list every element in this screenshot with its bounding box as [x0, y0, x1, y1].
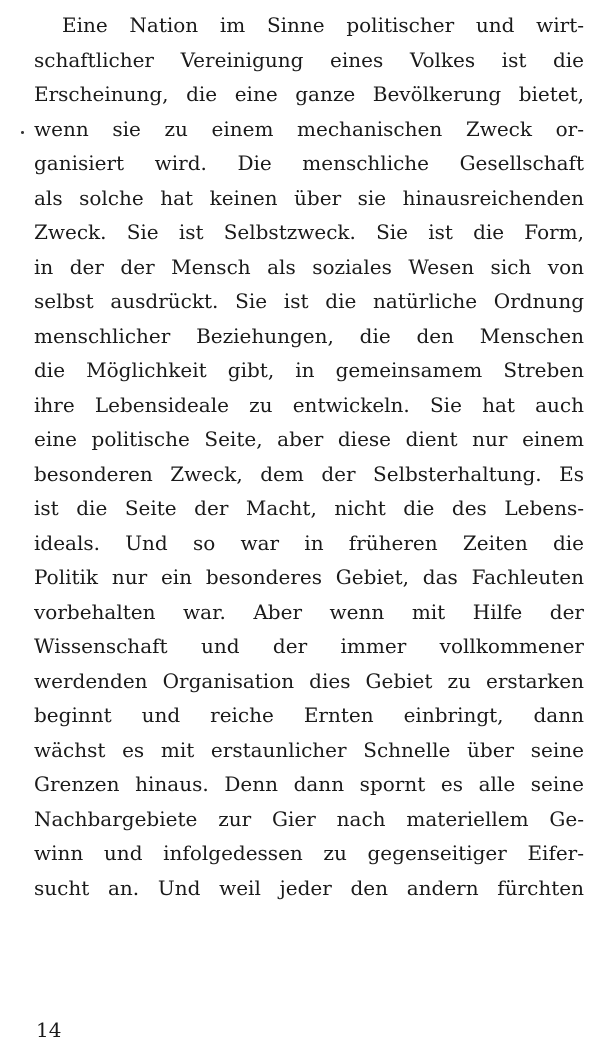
- text-line: winn und infolgedessen zu gegenseitiger Eifer-: [34, 841, 584, 865]
- text-line: besonderen Zweck, dem der Selbsterhaltung. Es: [34, 461, 584, 486]
- text-line: werdenden Organisation dies Gebiet zu erstarken: [34, 668, 584, 693]
- text-line: ist die Seite der Macht, nicht die des Lebens-: [34, 496, 584, 520]
- body-paragraph: [34, 8, 584, 905]
- text-line: menschlicher Beziehungen, die den Menschen: [34, 323, 584, 348]
- text-line: Nachbargebiete zur Gier nach materiellem Ge-: [34, 806, 584, 831]
- margin-dot-mark: [21, 131, 24, 134]
- text-line: vorbehalten war. Aber wenn mit Hilfe der: [34, 599, 584, 624]
- text-line: als solche hat keinen über sie hinausreichenden: [34, 185, 584, 210]
- text-line: ihre Lebensideale zu entwickeln. Sie hat auch: [34, 392, 584, 417]
- text-line: in der der Mensch als soziales Wesen sich von: [34, 254, 584, 279]
- text-line: wächst es mit erstaunlicher Schnelle über seine: [34, 737, 584, 762]
- text-line: Grenzen hinaus. Denn dann spornt es alle seine: [34, 772, 584, 796]
- text-line: eine politische Seite, aber diese dient nur einem: [34, 427, 584, 451]
- text-line: Erscheinung, die eine ganze Bevölkerung bietet,: [34, 82, 584, 106]
- text-line: beginnt und reiche Ernten einbringt, dann: [34, 703, 584, 727]
- text-line: selbst ausdrückt. Sie ist die natürliche Ordnung: [34, 289, 584, 313]
- text-line: wenn sie zu einem mechanischen Zweck or-: [34, 116, 584, 141]
- text-line: Politik nur ein besonderes Gebiet, das Fachleuten: [34, 565, 584, 589]
- text-line: ideals. Und so war in früheren Zeiten die: [34, 530, 584, 555]
- text-line: sucht an. Und weil jeder den andern fürchten: [34, 875, 584, 900]
- text-line: ganisiert wird. Die menschliche Gesellschaft: [34, 151, 584, 175]
- page-number: 14: [36, 1018, 62, 1042]
- text-line: schaftlicher Vereinigung eines Volkes ist die: [34, 47, 584, 72]
- text-line: Eine Nation im Sinne politischer und wirt-: [62, 13, 584, 37]
- text-line: Wissenschaft und der immer vollkommener: [34, 634, 584, 658]
- text-line: Zweck. Sie ist Selbstzweck. Sie ist die Form,: [34, 220, 584, 244]
- text-line: die Möglichkeit gibt, in gemeinsamem Streben: [34, 358, 584, 382]
